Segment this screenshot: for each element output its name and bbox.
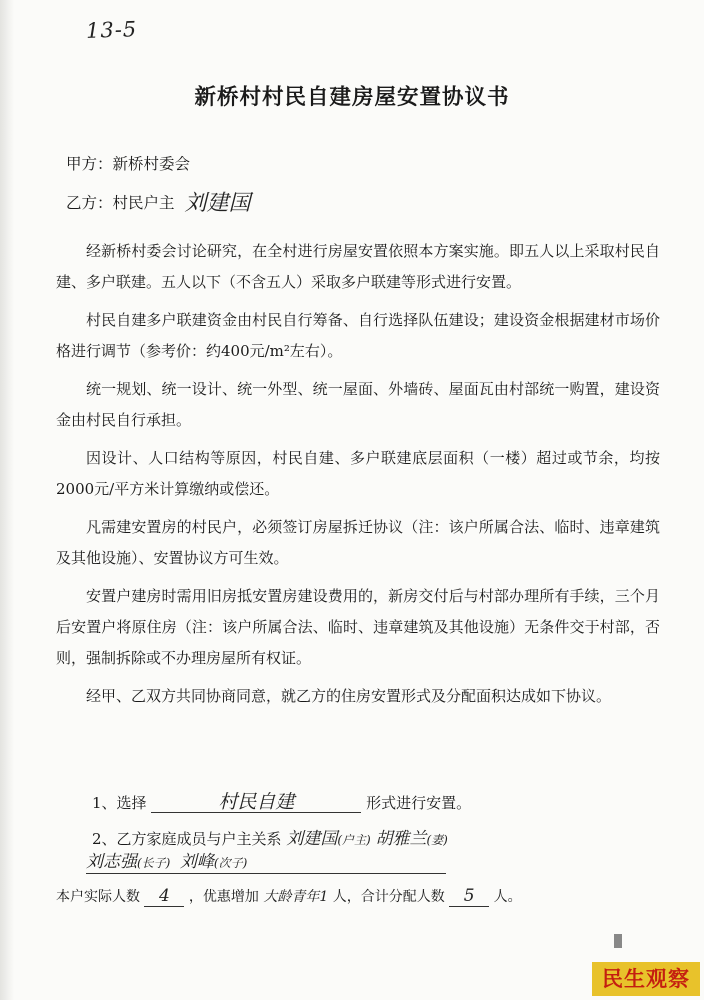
member-1-name: 刘建国 (286, 829, 338, 849)
paragraph-1: 经新桥村委会讨论研究，在全村进行房屋安置依照本方案实施。即五人以上采取村民自建、多户联建。五人以下（不含五人）采取多户联建等形式进行安置。 (56, 242, 660, 291)
item-2-line (92, 824, 448, 849)
item-1-suffix: 形式进行安置。 (366, 794, 472, 812)
party-b-role: 村民户主 (112, 194, 175, 212)
member-3-name: 刘志强 (86, 852, 137, 872)
paragraph-2: 村民自建多户联建资金由村民自行筹备、自行选择队伍建设；建设资金根据建材市场价格进行调节（参考价：约400元/m²左右）。 (56, 311, 660, 360)
handwritten-page-code: 13-5 (85, 17, 138, 43)
watermark-badge: 民生观察 (592, 962, 700, 996)
paragraph-4: 因设计、人口结构等原因，村民自建、多户联建底层面积（一楼）超过或节余，均按2000元/平方米计算缴纳或偿还。 (56, 449, 660, 498)
total-count-field: 5 (449, 886, 489, 907)
item-3-mid1: ，优惠增加 (188, 889, 259, 905)
member-1-relation: (户主) (337, 833, 371, 847)
member-2-name: 胡雅兰 (375, 829, 427, 849)
member-4-relation: (次子) (213, 856, 248, 870)
paragraph-5: 凡需建安置房的村民户，必须签订房屋拆迁协议（注：该户所属合法、临时、违章建筑及其他设施）、安置协议方可生效。 (56, 518, 660, 567)
item-1-prefix: 1、选择 (92, 794, 147, 812)
member-3-relation: (长子) (137, 856, 171, 870)
party-b-line (66, 184, 251, 215)
paragraph-6: 安置户建房时需用旧房抵安置房建设费用的，新房交付后与村部办理所有手续，三个月后安置户将原住房（注：该户所属合法、临时、违章建筑及其他设施）无条件交于村部，否则，强制拆除或不办理房屋所有权证。 (56, 587, 660, 667)
item-3-mid2: 人，合计分配人数 (332, 889, 445, 905)
scan-edge-shadow (0, 0, 14, 1000)
item-2-prefix: 2、乙方家庭成员与户主关系 (92, 830, 282, 848)
members-continuation-field (86, 852, 446, 874)
item-3-prefix: 本户实际人数 (56, 889, 140, 905)
settlement-form-field: 村民自建 (151, 792, 361, 813)
party-a-line (66, 152, 190, 174)
item-3-suffix: 人。 (493, 889, 522, 905)
paragraph-7: 经甲、乙双方共同协商同意，就乙方的住房安置形式及分配面积达成如下协议。 (86, 687, 612, 705)
document-title: 新桥村村民自建房屋安置协议书 (194, 85, 510, 110)
bonus-field: 大龄青年1 (263, 889, 329, 905)
paragraph-3: 统一规划、统一设计、统一外型、统一屋面、外墙砖、屋面瓦由村部统一购置，建设资金由村民自行承担。 (56, 380, 660, 429)
actual-count-field: 4 (144, 886, 184, 907)
item-3-line (56, 886, 522, 907)
party-b-signature: 刘建国 (184, 191, 251, 216)
party-a-name: 新桥村委会 (112, 155, 191, 173)
agreement-body (56, 236, 660, 719)
member-2-relation: (妻) (426, 833, 448, 847)
member-4-name: 刘峰 (179, 852, 214, 872)
item-2-continuation (86, 852, 446, 874)
party-b-label: 乙方： (66, 194, 113, 212)
scan-corner-mark (614, 934, 622, 948)
party-a-label: 甲方： (66, 155, 113, 173)
item-1-line (92, 792, 471, 813)
